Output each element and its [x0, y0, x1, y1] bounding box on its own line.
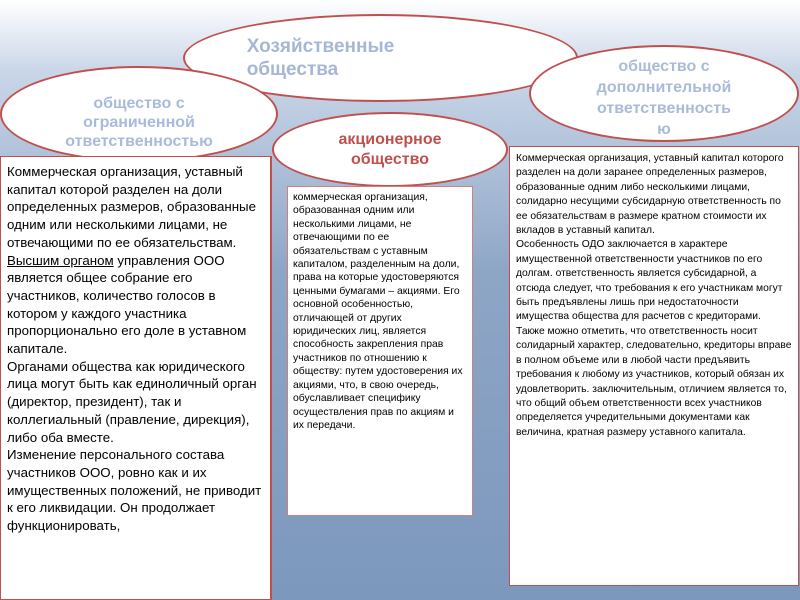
ooo-paragraph-3: Органами общества как юридического лица могут быть как единоличный орган (директор, президент), так и коллегиальный (правление, дирекция), либо оба вместе. [7, 358, 257, 445]
odo-paragraph-1: Коммерческая организация, уставный капитал которого разделен на доли заранее определенных размеров, образованные одним либо несколькими лицами, солидарно несущими субсидарную ответственность по ее обязательствам в размере кратном стоимости их вкладов в уставный капитал. [516, 153, 784, 237]
ooo-paragraph-1: Коммерческая организация, уставный капитал которой разделен на доли определенных размеров, образованные одним или несколькими лицами, не отвечающими по ее обязательствам. [7, 164, 257, 250]
ao-label: акционерное общество [338, 130, 442, 168]
ooo-paragraph-2-rest: управления ООО является общее собрание его участников, количество голосов в котором у каждого участника пропорционально его доле в уставном капитале. [7, 252, 247, 357]
ooo-description-box [0, 156, 272, 600]
ao-paragraph: коммерческая организация, образованная одним или несколькими лицами, не отвечающими по ее обязательствам с уставным капиталом, разделенным на доли, права на которые удостоверяются ценными бумагами – акциями. Его основной особенностью, отличающей от других юридических лиц, является способность закрепления прав участников по отношению к обществу: путем удостоверения их акциями, что, в свою очередь, обуславливает специфику осуществления прав по акциям и их передачи. [293, 192, 463, 431]
odo-paragraph-2: Особенность ОДО заключается в характере имущественной ответственности участников по его долгам. ответственность является субсидарной, а отсюда следует, что требования к его участникам могут быть предъявлены лишь при недостаточности имущества общества для расчетов с кредиторами. Также можно отметить, что ответственность носит солидарный характер, следовательно, кредиторы вправе в полном объеме или в любой части предъявить требования к любому из участников, который обязан их удовлетворить. заключительным, отличием является то, что общий объем ответственности всех участников определяется учредительными документами как величина, кратная размеру уставного капитала. [516, 239, 792, 438]
ao-description-box [287, 186, 473, 516]
ooo-label: общество с ограниченной ответственностью [65, 94, 213, 150]
ao-oval [272, 112, 508, 187]
odo-oval [529, 45, 799, 142]
ooo-paragraph-4: Изменение персонального состава участников ООО, ровно как и их имущественных положений, не приводит к его ликвидации. Он продолжает функционировать, [7, 447, 262, 534]
ooo-oval [0, 66, 278, 162]
ooo-highest-organ-term: Высшим органом [7, 252, 114, 268]
odo-label: общество с дополнительной ответственность ю [596, 57, 732, 138]
ooo-paragraph-2 [7, 252, 264, 358]
odo-description-box [509, 146, 799, 586]
diagram-title: Хозяйственные общества [246, 36, 395, 80]
